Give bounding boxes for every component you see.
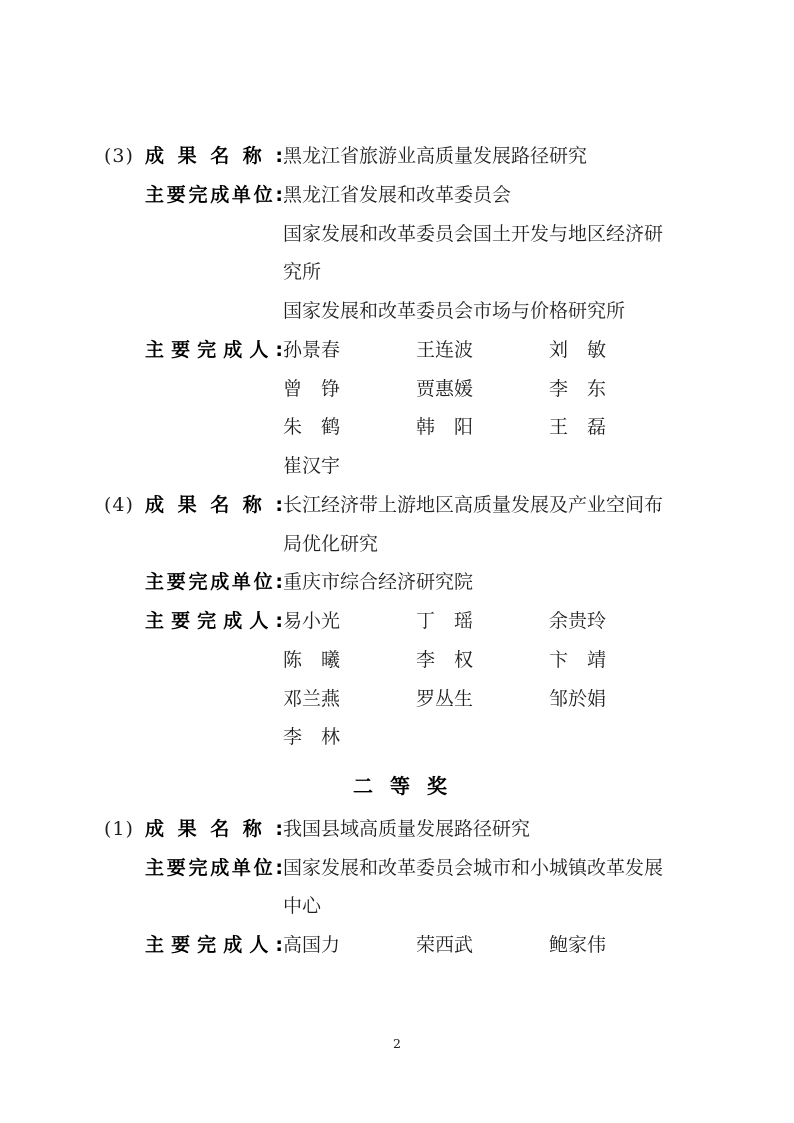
field-value-line: 长江经济带上游地区高质量发展及产业空间布 <box>283 493 664 516</box>
field-value-line: 局优化研究 <box>283 532 379 555</box>
person-name: 刘 敏 <box>549 338 607 361</box>
field-value <box>283 331 696 486</box>
document-content <box>104 137 696 965</box>
award-entry <box>104 486 696 757</box>
field-value-line: 我国县域高质量发展路径研究 <box>283 817 531 840</box>
entry-field-row <box>104 810 696 849</box>
person-names-row <box>283 602 696 641</box>
person-name: 丁 瑶 <box>416 610 474 632</box>
person-name: 韩 阳 <box>416 416 474 439</box>
field-label: 主要完成单位: <box>145 571 283 594</box>
person-names-row <box>283 641 696 680</box>
entry-field-row <box>104 563 696 602</box>
person-name: 邹於娟 <box>549 687 607 710</box>
person-name: 高国力 <box>283 934 341 956</box>
field-label: 成果名称: <box>145 145 283 167</box>
person-name: 曾 铮 <box>283 377 341 400</box>
person-name: 李 权 <box>416 648 474 671</box>
field-value <box>283 810 696 849</box>
person-name: 鲍家伟 <box>549 934 607 956</box>
entry-number: (4) <box>104 493 134 516</box>
person-names-row <box>283 331 696 370</box>
page-footer <box>0 1036 794 1051</box>
field-label: 主要完成单位: <box>145 856 283 879</box>
field-label: 主要完成人: <box>145 338 283 361</box>
person-name: 卞 靖 <box>549 648 607 671</box>
entry-field-row <box>104 926 696 965</box>
person-name: 朱 鹤 <box>283 416 341 439</box>
person-name: 陈 曦 <box>283 648 341 671</box>
field-value <box>283 486 696 564</box>
award-entry <box>104 810 696 965</box>
person-name: 崔汉宇 <box>283 455 341 477</box>
field-value-line: 黑龙江省旅游业高质量发展路径研究 <box>283 145 588 167</box>
entry-number: (1) <box>104 817 134 840</box>
field-label: 成果名称: <box>145 817 283 840</box>
entry-number: (3) <box>104 145 134 167</box>
person-name: 王 磊 <box>549 416 607 439</box>
person-name: 李 林 <box>283 726 341 749</box>
field-value-line: 国家发展和改革委员会城市和小城镇改革发展 <box>283 856 664 879</box>
entry-field-row <box>104 137 696 176</box>
person-name: 荣西武 <box>416 934 474 956</box>
field-value-line: 究所 <box>283 261 322 284</box>
field-value-line: 重庆市综合经济研究院 <box>283 571 474 594</box>
field-value-line: 中心 <box>283 895 322 918</box>
field-label: 主要完成人: <box>145 610 283 632</box>
entry-field-row <box>104 849 696 927</box>
field-value <box>283 176 696 331</box>
person-names-row <box>283 680 696 719</box>
field-value <box>283 602 696 757</box>
entry-field-row <box>104 331 696 486</box>
field-value-line: 黑龙江省发展和改革委员会 <box>283 183 512 206</box>
person-name: 贾惠媛 <box>416 377 474 400</box>
person-name: 孙景春 <box>283 338 341 361</box>
person-names-row <box>283 408 696 447</box>
person-name: 李 东 <box>549 377 607 400</box>
person-name: 邓兰燕 <box>283 687 341 710</box>
field-label: 成果名称: <box>145 493 283 516</box>
field-label: 主要完成单位: <box>145 183 283 206</box>
person-names-row <box>283 370 696 409</box>
field-value <box>283 563 696 602</box>
section-heading: 二 等 奖 <box>353 774 447 798</box>
person-names-row <box>283 926 696 965</box>
award-entry <box>104 137 696 486</box>
person-name: 易小光 <box>283 610 341 632</box>
field-value <box>283 926 696 965</box>
person-names-row <box>283 447 696 486</box>
entry-field-row <box>104 486 696 564</box>
field-value <box>283 137 696 176</box>
person-name: 王连波 <box>416 338 474 361</box>
field-value <box>283 849 696 927</box>
field-value-line: 国家发展和改革委员会国土开发与地区经济研 <box>283 222 664 245</box>
person-name: 罗丛生 <box>416 687 474 710</box>
field-label: 主要完成人: <box>145 934 283 956</box>
person-name: 余贵玲 <box>549 610 607 632</box>
page-number: 2 <box>393 1036 401 1051</box>
entry-field-row <box>104 176 696 331</box>
entry-field-row <box>104 602 696 757</box>
field-value-line: 国家发展和改革委员会市场与价格研究所 <box>283 300 626 322</box>
person-names-row <box>283 718 696 757</box>
